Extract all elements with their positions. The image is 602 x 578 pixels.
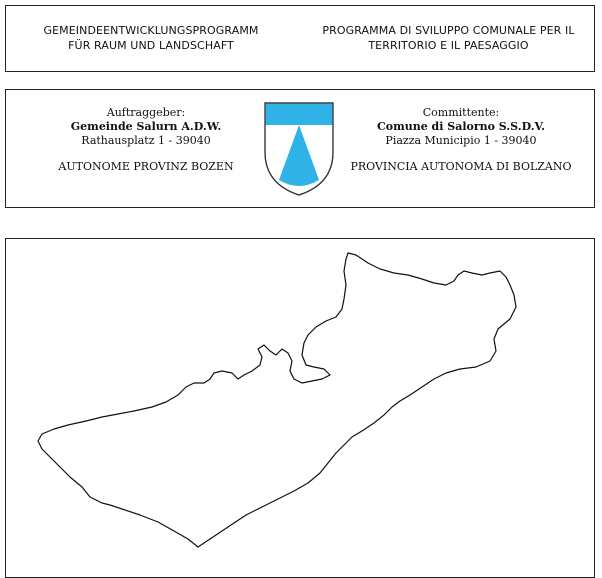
coat-of-arms-icon [261, 100, 337, 198]
client-box [5, 89, 595, 208]
title-german-line1: GEMEINDEENTWICKLUNGSPROGRAMM [43, 24, 259, 37]
client-role-german: Auftraggeber: [106, 106, 186, 119]
client-role-italian: Committente: [422, 106, 500, 119]
title-german-line2: FÜR RAUM UND LANDSCHAFT [68, 39, 234, 52]
client-italian [346, 106, 576, 174]
client-name-italian: Comune di Salorno S.S.D.V. [377, 120, 545, 133]
client-address-german: Rathausplatz 1 - 39040 [81, 134, 211, 147]
client-province-german: AUTONOME PROVINZ BOZEN [58, 160, 234, 173]
client-province-italian: PROVINCIA AUTONOMA DI BOLZANO [350, 160, 572, 173]
map-box [5, 238, 595, 578]
client-name-german: Gemeinde Salurn A.D.W. [70, 120, 222, 133]
header-title-box [5, 5, 595, 72]
client-german [36, 106, 256, 174]
title-italian-line1: PROGRAMMA DI SVILUPPO COMUNALE PER IL [322, 24, 575, 37]
municipality-outline-icon [6, 239, 594, 577]
title-italian [306, 23, 591, 53]
title-german [16, 23, 286, 53]
client-address-italian: Piazza Municipio 1 - 39040 [385, 134, 537, 147]
title-italian-line2: TERRITORIO E IL PAESAGGIO [368, 39, 529, 52]
